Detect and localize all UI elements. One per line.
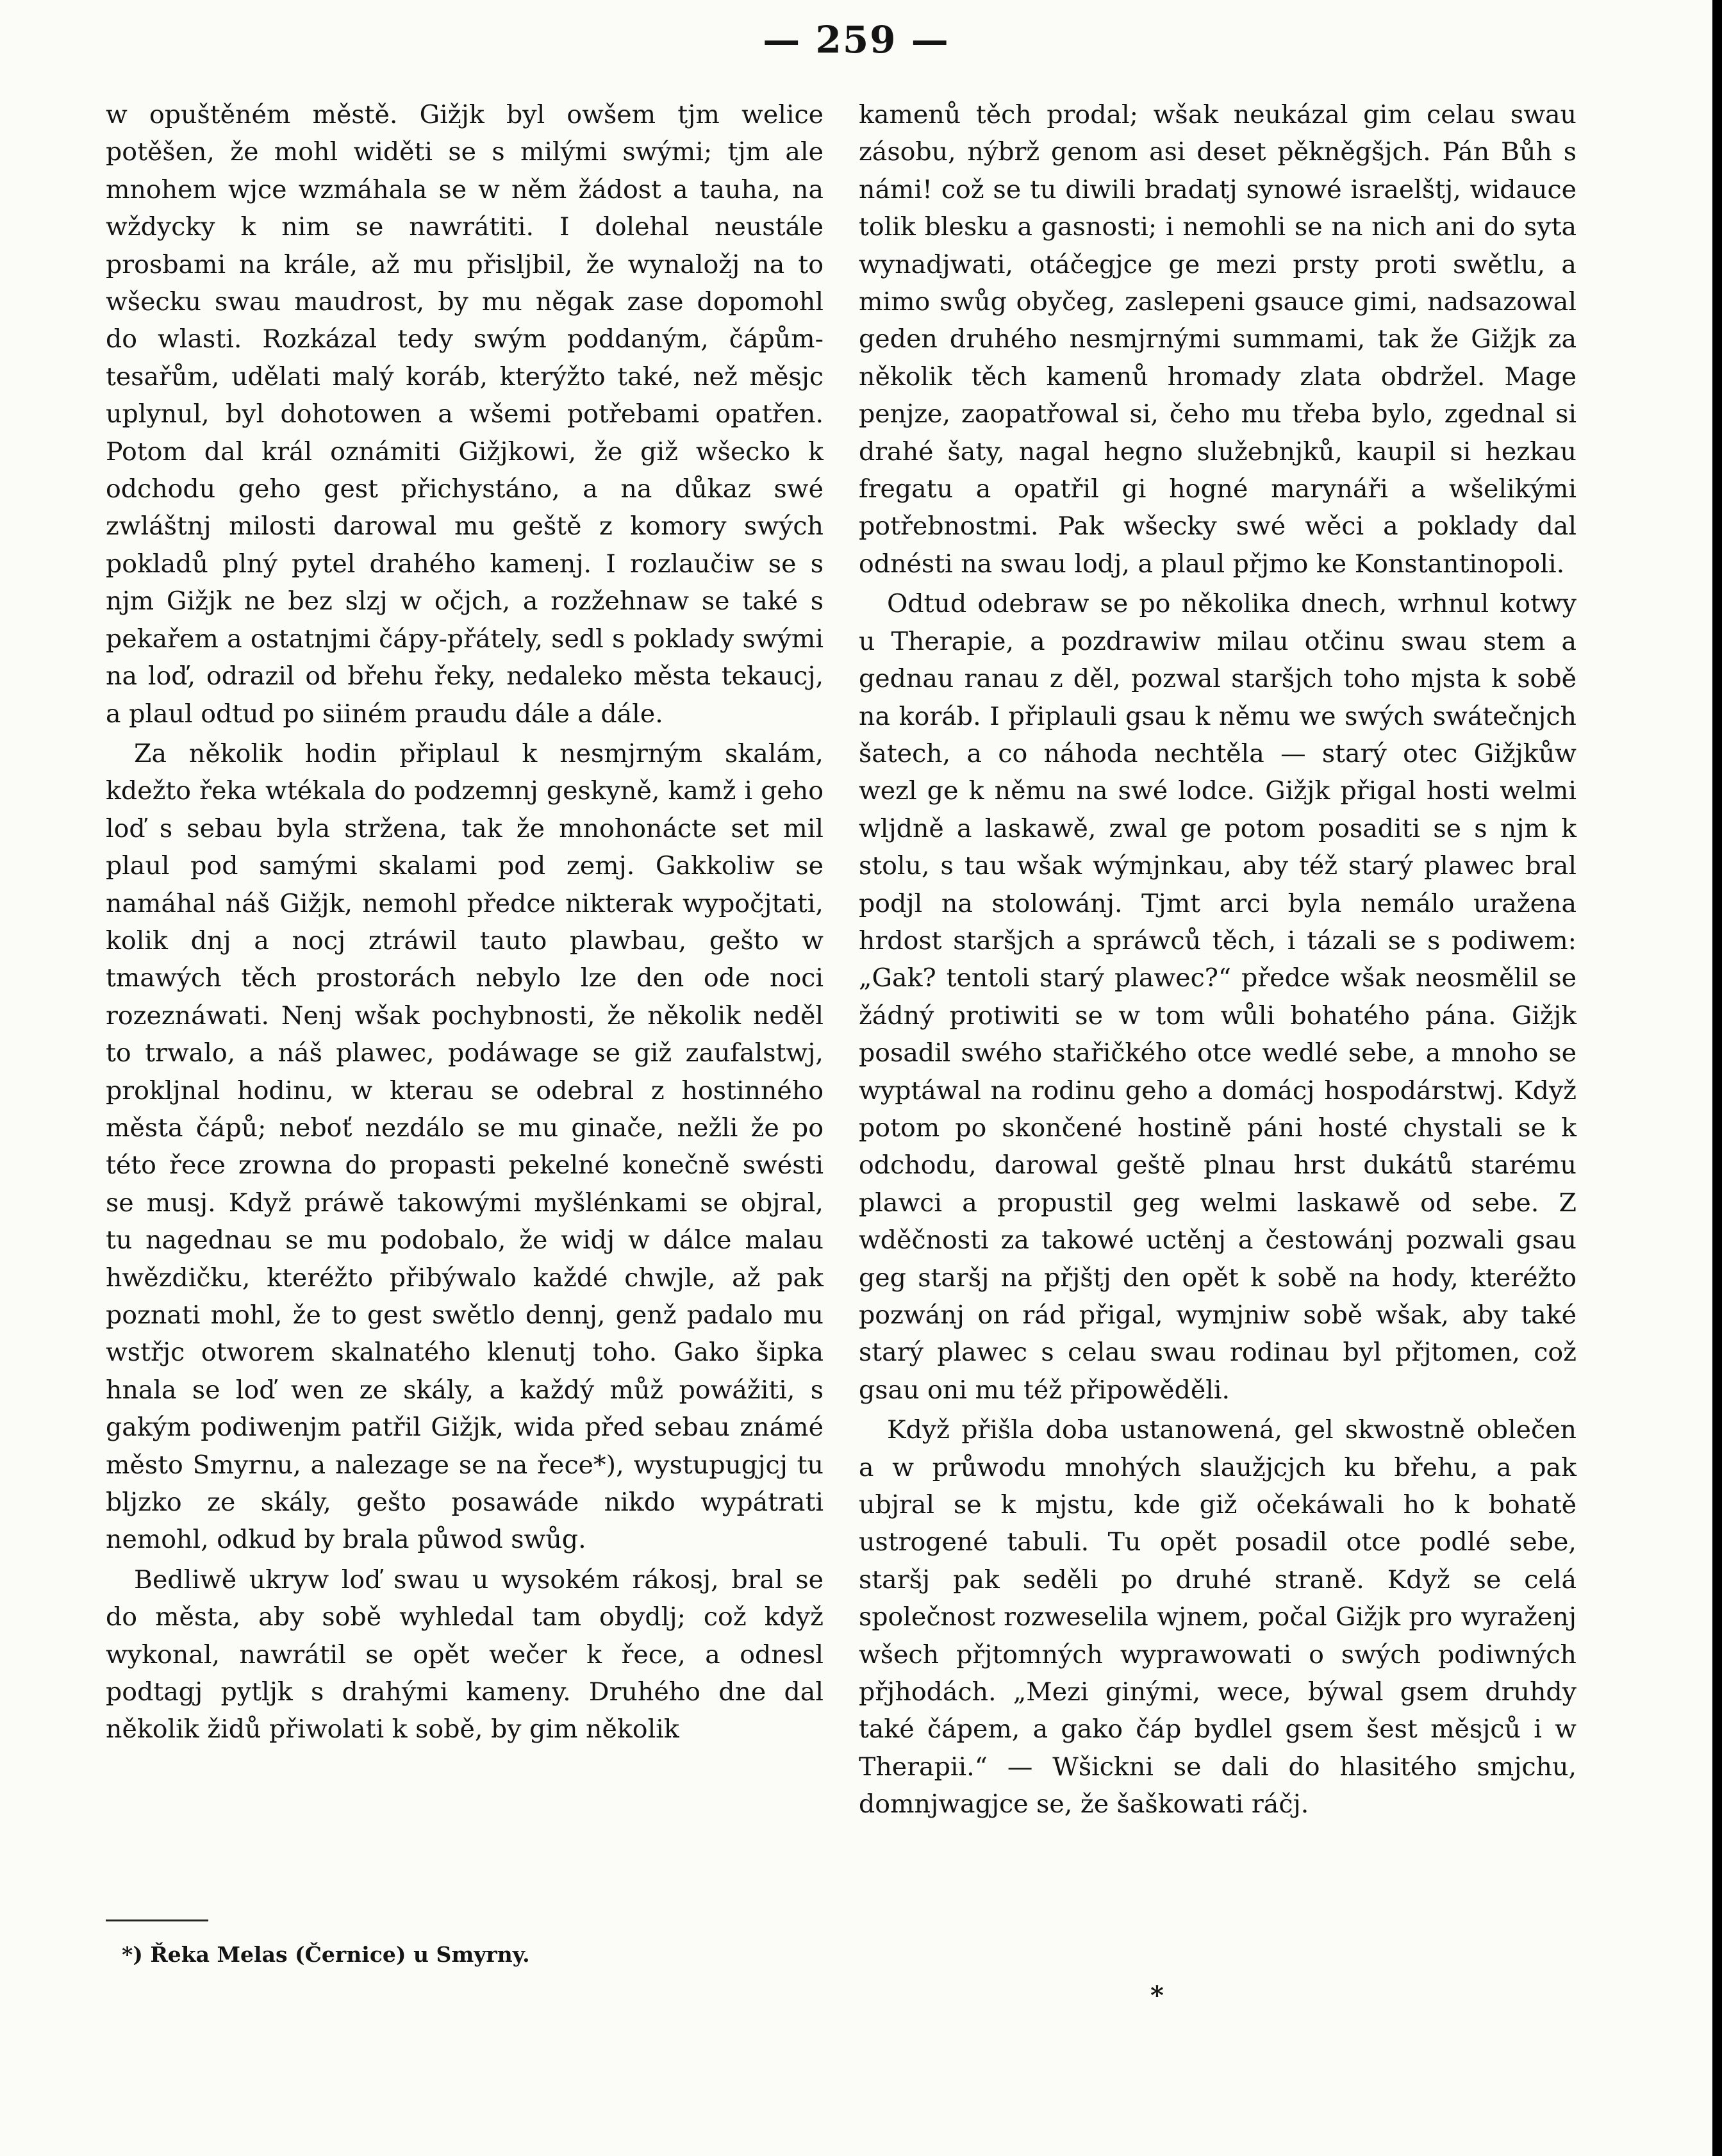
- footnote: *) Řeka Melas (Černice) u Smyrny.: [122, 1942, 530, 1967]
- paragraph: kamenů těch prodal; wšak neukázal gim celau swau zásobu, nýbrž genom asi deset pěkněgšjch. Pán Bůh s námi! což se tu diwili bradatj synowé israelštj, widauce tolik blesku a gasnosti; i nemohli se na nich ani do syta wynadjwati, otáčegjce ge mezi prsty proti swětlu, a mimo swůg obyčeg, zaslepeni gsauce gimi, nadsazowal geden druhého nesmjrnými summami, tak že Gižjk za několik těch kamenů hromady zlata obdržel. Mage penjze, zaopatřowal si, čeho mu třeba bylo, zgednal si drahé šaty, nagal hegno služebnjků, kaupil si hezkau fregatu a opatřil gi hogné marynáři a wšelikými potřebnostmi. Pak wšecky swé wěci a poklady dal odnésti na swau lodj, a plaul přjmo ke Konstantinopoli.: [859, 100, 1577, 579]
- footnote-divider: [106, 1920, 208, 1921]
- paragraph: Odtud odebraw se po několika dnech, wrhnul kotwy u Therapie, a pozdrawiw milau otčinu swau stem a gednau ranau z děl, pozwal staršjch toho mjsta k sobě na koráb. I připlauli gsau k němu we swých swátečnjch šatech, a co náhoda nechtěla — starý otec Gižjkůw wezl ge k němu na swé lodce. Gižjk přigal hosti welmi wljdně a laskawě, zwal ge potom posaditi se s njm k stolu, s tau wšak wýmjnkau, aby též starý plawec bral podjl na stolowánj. Tjmt arci byla nemálo uražena hrdost staršjch a spráwců těch, i tázali se s podiwem: „Gak? tentoli starý plawec?“ předce wšak neosmělil se žádný protiwiti se w tom wůli bohatého pána. Gižjk posadil swého stařičkého otce wedlé sebe, a mnoho se wyptáwal na rodinu geho a domácj hospodárstwj. Když potom po skončené hostině páni hosté chystali se k odchodu, darowal geště plnau hrst dukátů starému plawci a propustil geg welmi laskawě od sebe. Z wděčnosti za takowé uctěnj a čestowánj pozwali gsau geg staršj na přjštj den opět k sobě na hody, kteréžto pozwánj on rád přigal, wymjniw sobě wšak, aby také starý plawec s celau swau rodinau byl přjtomen, což gsau oni mu též připowěděli.: [859, 589, 1577, 1405]
- paragraph: Když přišla doba ustanowená, gel skwostně oblečen a w průwodu mnohých slaužjcjch ku břehu, a pak ubjral se k mjstu, kde giž očekáwali ho k bohatě ustrogené tabuli. Tu opět posadil otce podlé sebe, staršj pak seděli po druhé straně. Když se celá společnost rozweselila wjnem, počal Gižjk pro wyraženj wšech přjtomných wyprawowati o swých podiwných přjhodách. „Mezi ginými, wece, býwal gsem druhdy také čápem, a gako čáp bydlel gsem šest měsjců i w Therapii.“ — Wšickni se dali do hlasitého smjchu, domnjwagjce se, že šaškowati ráčj.: [859, 1415, 1577, 1820]
- left-column: [106, 96, 824, 1748]
- end-asterisk: *: [1150, 1980, 1164, 2011]
- page-number: — 259 —: [763, 18, 950, 62]
- scan-border: [1712, 0, 1722, 2156]
- paragraph: Za několik hodin připlaul k nesmjrným skalám, kdežto řeka wtékala do podzemnj geskyně, kamž i geho loď s sebau byla stržena, tak že mnohonácte set mil plaul pod samými skalami pod zemj. Gakkoliw se namáhal náš Gižjk, nemohl předce nikterak wypočjtati, kolik dnj a nocj ztráwil tauto plawbau, gešto w tmawých těch prostorách nebylo lze den ode noci rozeznáwati. Nenj wšak pochybnosti, že několik neděl to trwalo, a náš plawec, podáwage se giž zaufalstwj, prokljnal hodinu, w kterau se odebral z hostinného města čápů; neboť nezdálo se mu ginače, nežli že po této řece zrowna do propasti pekelné konečně swésti se musj. Když práwě takowými myšlénkami se objral, tu nagednau se mu podobalo, že widj w dálce malau hwězdičku, kteréžto přibýwalo každé chwjle, až pak poznati mohl, že to gest swětlo dennj, genž padalo mu wstřjc otworem skalnatého klenutj toho. Gako šipka hnala se loď wen ze skály, a každý můž powážiti, s gakým podiwenjm patřil Gižjk, wida před sebau známé město Smyrnu, a nalezage se na řece*), wystupugjcj tu bljzko ze skály, gešto posawáde nikdo wypátrati nemohl, odkud by brala půwod swůg.: [106, 738, 824, 1555]
- paragraph: Bedliwě ukryw loď swau u wysokém rákosj, bral se do města, aby sobě wyhledal tam obydlj; což když wykonal, nawrátil se opět wečer k řece, a odnesl podtagj pytljk s drahými kameny. Druhého dne dal několik židů přiwolati k sobě, by gim několik: [106, 1564, 824, 1745]
- right-column: [859, 96, 1577, 1823]
- paragraph: w opuštěném městě. Gižjk byl owšem tjm welice potěšen, že mohl widěti se s milými swými; tjm ale mnohem wjce wzmáhala se w něm žádost a tauha, na wždycky k nim se nawrátiti. I dolehal neustále prosbami na krále, až mu přisljbil, že wynaložj na to wšecku swau maudrost, by mu něgak zase dopomohl do wlasti. Rozkázal tedy swým poddaným, čápům-tesařům, udělati malý koráb, kterýžto také, než měsjc uplynul, byl dohotowen a wšemi potřebami opatřen. Potom dal král oznámiti Gižjkowi, že giž wšecko k odchodu geho gest přichystáno, a na důkaz swé zwláštnj milosti darowal mu geště z komory swých pokladů plný pytel drahého kamenj. I rozlaučiw se s njm Gižjk ne bez slzj w očjch, a rozžehnaw se také s pekařem a ostatnjmi čápy-přátely, sedl s poklady swými na loď, odrazil od břehu řeky, nedaleko města tekaucj, a plaul odtud po siiném praudu dále a dále.: [106, 100, 824, 729]
